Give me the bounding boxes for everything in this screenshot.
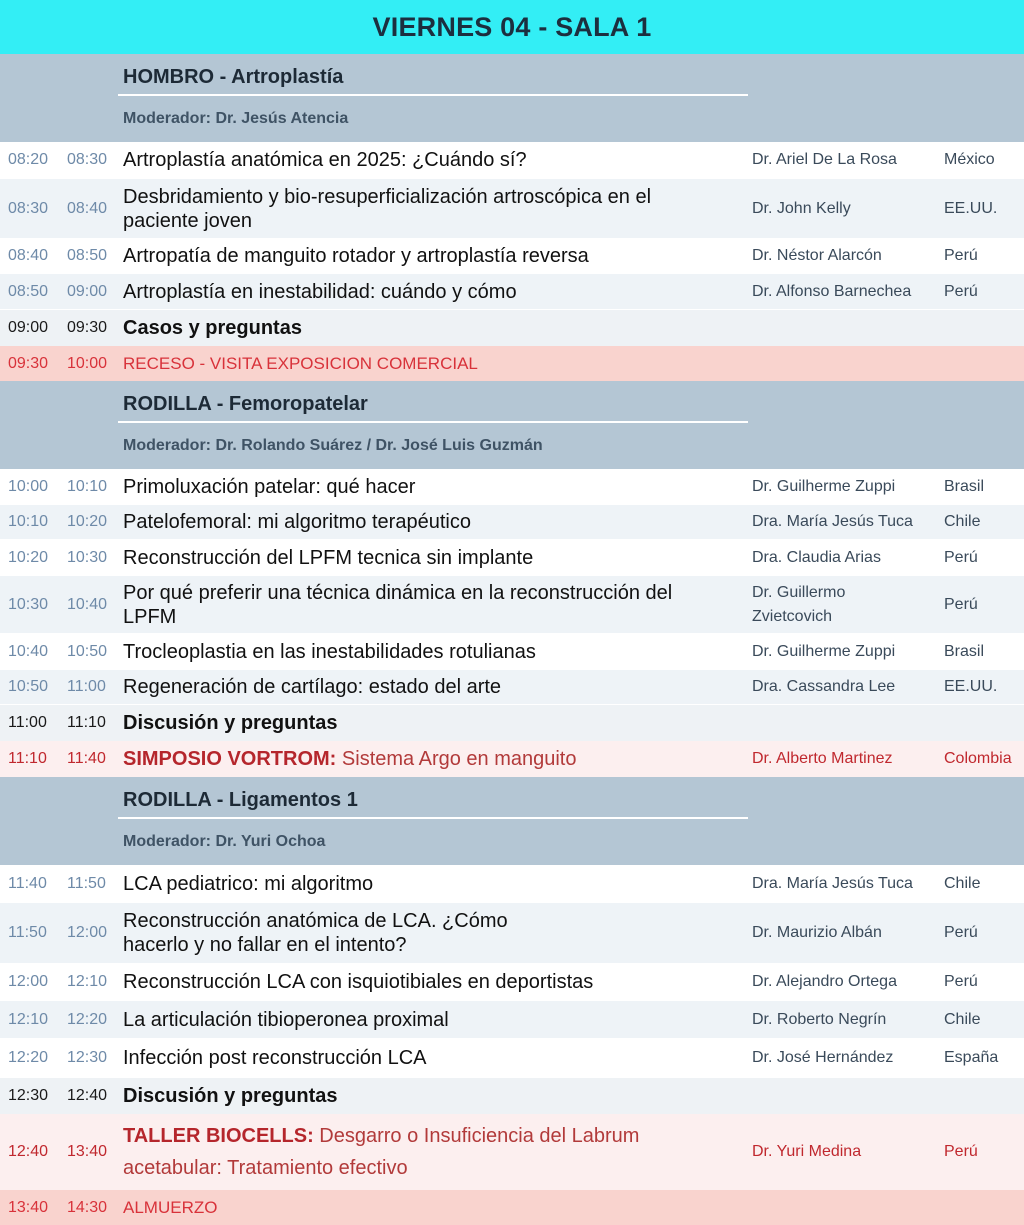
day-title: VIERNES 04 - SALA 1 [372,11,652,42]
discussion-row [0,310,1024,346]
end-time: 11:40 [67,750,106,767]
speaker: Dr. Ariel De La Rosa [752,151,897,168]
section-moderator: Moderador: Dr. Jesús Atencia [123,110,349,127]
speaker: Dra. María Jesús Tuca [752,513,913,530]
talk-title: LCA pediatrico: mi algoritmo [123,872,374,895]
agenda-row [0,179,1024,239]
section-ligamentos [0,777,1024,865]
talk-title: Artroplastía en inestabilidad: cuándo y cómo [123,280,517,303]
talk-title: Por qué preferir una técnica dinámica en la reconstrucción del LPFM [123,581,673,628]
country: Perú [944,247,978,264]
section-divider [118,94,748,96]
country: Perú [944,282,978,300]
end-time: 12:10 [67,973,108,990]
start-time: 10:40 [8,642,49,660]
agenda-row [0,239,1024,274]
speaker: Dr. Guillermo Zvietcovich [752,583,846,625]
end-time: 10:20 [67,513,108,530]
agenda-row [0,469,1024,505]
end-time: 11:50 [67,874,106,892]
start-time: 09:00 [8,319,49,336]
end-time: 13:40 [67,1143,108,1160]
discussion-row [0,1078,1024,1114]
end-time: 10:00 [67,354,108,372]
speaker: Dra. María Jesús Tuca [752,874,913,892]
end-time: 12:20 [67,1010,108,1028]
speaker: Dr. Alfonso Barnechea [752,282,912,300]
section-title: RODILLA - Femoropatelar [123,393,368,415]
sponsor-label: SIMPOSIO VORTROM: [123,748,337,770]
agenda-row [0,540,1024,576]
country: Chile [944,874,981,892]
start-time: 10:30 [8,595,49,613]
start-time: 08:20 [8,151,49,168]
talk-title: Infección post reconstrucción LCA [123,1047,427,1069]
speaker: Dr. Alejandro Ortega [752,973,897,990]
talk-title: Trocleoplastia en las inestabilidades rotulianas [123,640,536,663]
agenda-row [0,1001,1024,1039]
speaker: Dr. José Hernández [752,1049,894,1066]
break-row [0,346,1024,381]
country: Perú [944,924,978,941]
sponsor-label: TALLER BIOCELLS: [123,1125,314,1147]
start-time: 12:40 [8,1143,49,1160]
start-time: 08:40 [8,247,49,264]
start-time: 11:10 [8,750,47,767]
talk-title: Regeneración de cartílago: estado del arte [123,676,502,698]
break-title: RECESO - VISITA EXPOSICION COMERCIAL [123,353,478,373]
talk-title: Reconstrucción del LPFM tecnica sin implante [123,546,534,569]
end-time: 11:10 [67,714,106,731]
end-time: 11:00 [67,678,106,695]
agenda-row [0,142,1024,179]
agenda-row [0,576,1024,634]
end-time: 12:00 [67,924,108,941]
end-time: 08:40 [67,199,108,217]
country: Brasil [944,642,985,660]
workshop-title [123,1120,663,1184]
speaker: Dra. Claudia Arias [752,548,881,566]
agenda-row [0,964,1024,1001]
end-time: 09:00 [67,282,108,300]
section-moderator: Moderador: Dr. Rolando Suárez / Dr. José Luis Guzmán [123,437,543,454]
end-time: 10:10 [67,477,108,495]
country: Perú [944,548,978,566]
speaker: Dr. Néstor Alarcón [752,247,882,264]
speaker: Dr. Guilherme Zuppi [752,477,896,495]
country: España [944,1049,999,1066]
workshop-topic: Desgarro o Insuficiencia del Labrum acetabular: Tratamiento efectivo [123,1125,640,1179]
talk-title: Artropatía de manguito rotador y artroplastía reversa [123,245,589,267]
talk-title: Patelofemoral: mi algoritmo terapéutico [123,511,471,533]
country: Brasil [944,477,985,495]
end-time: 08:30 [67,151,108,168]
discussion-row [0,705,1024,741]
section-divider [118,817,748,819]
speaker: Dr. Roberto Negrín [752,1010,887,1028]
agenda-row [0,634,1024,670]
section-title: HOMBRO - Artroplastía [123,66,344,88]
start-time: 12:10 [8,1010,49,1028]
start-time: 12:20 [8,1049,49,1066]
speaker: Dra. Cassandra Lee [752,678,896,695]
country: Colombia [944,750,1012,767]
start-time: 13:40 [8,1198,49,1216]
lunch-title: ALMUERZO [123,1197,218,1217]
country: Perú [944,595,978,613]
symposium-title [123,747,708,771]
country: México [944,151,995,168]
country: Chile [944,513,981,530]
agenda-row [0,505,1024,540]
discussion-title: Casos y preguntas [123,317,302,339]
symposium-topic: Sistema Argo en manguito [341,748,577,770]
country: EE.UU. [944,678,998,695]
section-femoropatelar [0,381,1024,469]
speaker: Dr. Guilherme Zuppi [752,642,896,660]
start-time: 11:50 [8,924,47,941]
day-header [0,0,1024,54]
agenda-row [0,903,1024,964]
start-time: 12:00 [8,973,49,990]
end-time: 12:30 [67,1049,108,1066]
workshop-row [0,1114,1024,1190]
country: Perú [944,973,978,990]
start-time: 09:30 [8,354,49,372]
agenda-row [0,670,1024,705]
talk-title: Reconstrucción anatómica de LCA. ¿Cómo hacerlo y no fallar en el intento? [123,910,508,956]
country: EE.UU. [944,199,998,217]
start-time: 10:10 [8,513,49,530]
talk-title: Primoluxación patelar: qué hacer [123,475,416,498]
discussion-title: Discusión y preguntas [123,712,338,734]
section-title: RODILLA - Ligamentos 1 [123,789,358,811]
talk-title: Reconstrucción LCA con isquiotibiales en deportistas [123,971,594,993]
start-time: 10:50 [8,678,49,695]
talk-title: Desbridamiento y bio-resuperficialización artroscópica en el paciente joven [123,185,652,232]
section-moderator: Moderador: Dr. Yuri Ochoa [123,833,326,850]
symposium-row [0,741,1024,777]
lunch-row [0,1190,1024,1225]
country: Chile [944,1010,981,1028]
end-time: 09:30 [67,319,108,336]
start-time: 08:50 [8,282,49,300]
agenda-row [0,274,1024,310]
speaker: Dr. Alberto Martinez [752,750,893,767]
talk-title: Artroplastía anatómica en 2025: ¿Cuándo sí? [123,149,527,171]
talk-title: La articulación tibioperonea proximal [123,1008,449,1031]
end-time: 08:50 [67,247,108,264]
speaker: Dr. Yuri Medina [752,1143,862,1160]
section-divider [118,421,748,423]
start-time: 08:30 [8,199,49,217]
country: Perú [944,1143,978,1160]
end-time: 10:50 [67,642,108,660]
agenda-row [0,1039,1024,1078]
end-time: 14:30 [67,1198,108,1216]
end-time: 10:30 [67,548,108,566]
speaker: Dr. John Kelly [752,199,851,217]
start-time: 12:30 [8,1087,49,1104]
start-time: 11:00 [8,714,47,731]
speaker: Dr. Maurizio Albán [752,924,882,941]
agenda-row [0,865,1024,903]
end-time: 10:40 [67,595,108,613]
section-hombro [0,54,1024,142]
end-time: 12:40 [67,1087,108,1104]
start-time: 10:20 [8,548,49,566]
start-time: 10:00 [8,477,49,495]
discussion-title: Discusión y preguntas [123,1085,338,1107]
start-time: 11:40 [8,874,47,892]
